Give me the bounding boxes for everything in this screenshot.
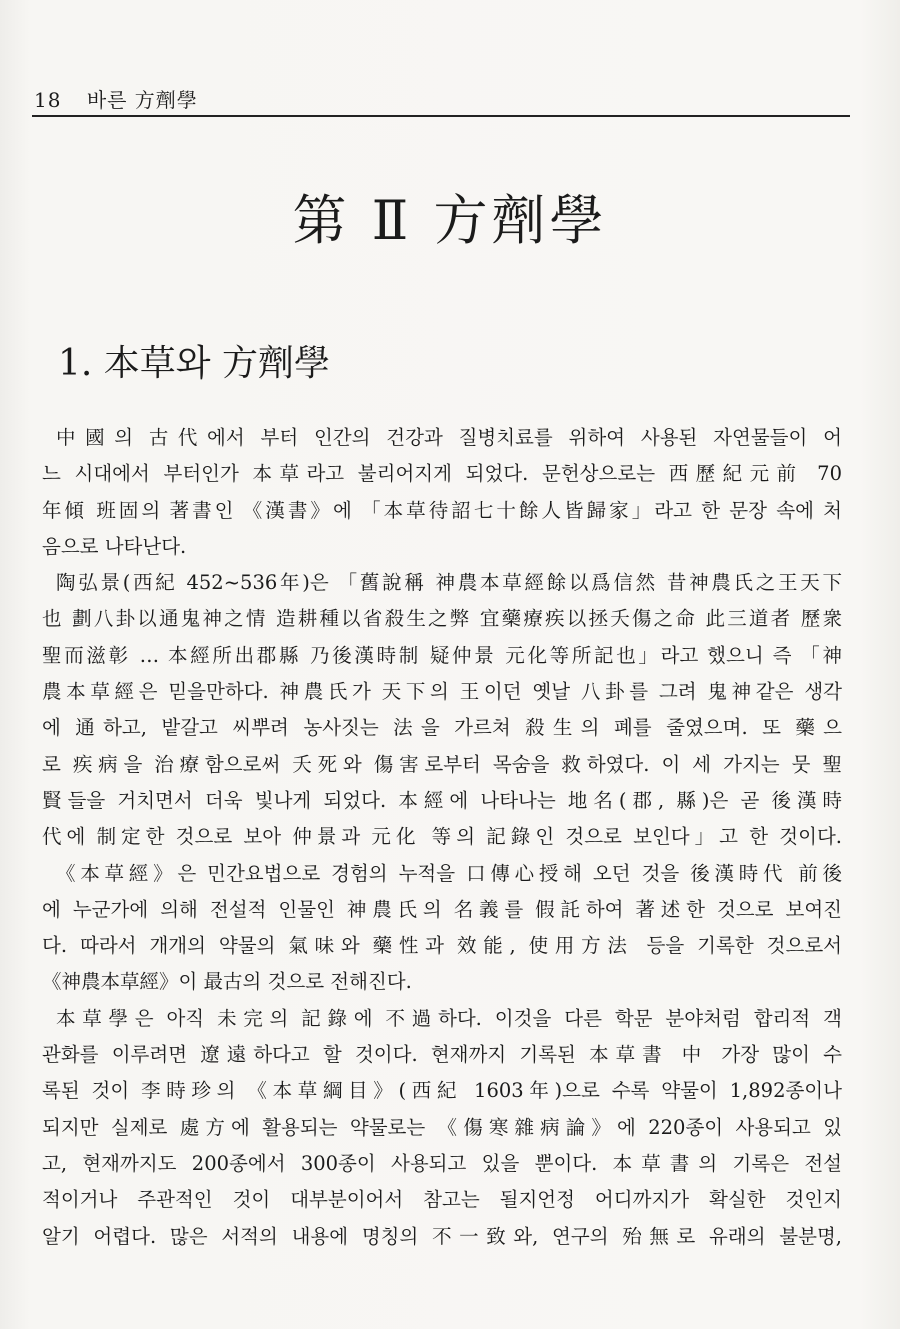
- running-header: [34, 84, 198, 113]
- text-line: 음으로 나타난다.: [42, 534, 187, 558]
- text-line: 느 시대에서 부터인가 本草라고 불리어지게 되었다. 문헌상으로는 西歷紀元前 70: [42, 462, 842, 486]
- text-line: 也 劃八卦以通鬼神之情 造耕種以省殺生之弊 宜藥療疾以拯夭傷之命 此三道者 歷衆: [42, 607, 842, 631]
- text-line: 《神農本草經》이 最古의 것으로 전해진다.: [42, 970, 412, 994]
- text-line: 年傾 班固의 著書인 《漢書》에 「本草待詔七十餘人皆歸家」라고 한 문장 속에 처: [42, 498, 842, 522]
- text-line: 적이거나 주관적인 것이 대부분이어서 참고는 될지언정 어디까지가 확실한 것인지: [42, 1188, 842, 1212]
- text-line: 代에 制定한 것으로 보아 仲景과 元化 等의 記錄인 것으로 보인다」고 한 것이다.: [42, 825, 842, 849]
- text-line: 관화를 이루려면 遼遠하다고 할 것이다. 현재까지 기록된 本草書 中 가장 많이 수: [42, 1043, 842, 1067]
- text-line: 알기 어렵다. 많은 서적의 내용에 명칭의 不一致와, 연구의 殆無로 유래의 불분명,: [42, 1224, 842, 1248]
- text-line: 록된 것이 李時珍의 《本草綱目》(西紀 1603年)으로 수록 약물이 1,892종이나: [42, 1079, 842, 1103]
- text-line: 다. 따라서 개개의 약물의 氣味와 藥性과 效能, 使用方法 등을 기록한 것으로서: [42, 934, 842, 958]
- chapter-title: 第 Ⅱ 方劑學: [292, 189, 608, 252]
- text-line: 에 通하고, 밭갈고 씨뿌려 농사짓는 法을 가르쳐 殺生의 폐를 줄였으며. 또 藥으: [42, 716, 842, 740]
- text-line: 《本草經》은 민간요법으로 경험의 누적을 口傳心授해 오던 것을 後漢時代 前後: [56, 861, 842, 885]
- text-line: 農本草經은 믿을만하다. 神農氏가 天下의 王이던 옛날 八卦를 그려 鬼神같은 생각: [42, 680, 842, 704]
- text-line: 中國의 古代에서 부터 인간의 건강과 질병치료를 위하여 사용된 자연물들이 어: [56, 426, 842, 449]
- text-line: 고, 현재까지도 200종에서 300종이 사용되고 있을 뿐이다. 本草書의 기록은 전설: [42, 1151, 842, 1175]
- running-header-title: 바른 方劑學: [86, 88, 198, 112]
- body-text: [42, 420, 842, 1255]
- text-line: 聖而滋彰 … 本經所出郡縣 乃後漢時制 疑仲景 元化等所記也」라고 했으니 즉 「神: [42, 643, 842, 667]
- header-rule: [32, 115, 850, 117]
- text-line: 本草學은 아직 未完의 記錄에 不過하다. 이것을 다른 학문 분야처럼 합리적 객: [56, 1006, 842, 1030]
- text-line: 陶弘景(西紀 452~536年)은 「舊說稱 神農本草經餘以爲信然 昔神農氏之王天下: [56, 571, 842, 595]
- page-number: 18: [34, 88, 62, 112]
- text-line: 에 누군가에 의해 전설적 인물인 神農氏의 名義를 假託하여 著述한 것으로 보여진: [42, 897, 842, 921]
- section-heading: 1. 本草와 方劑學: [58, 343, 331, 384]
- text-line: 되지만 실제로 處方에 활용되는 약물로는 《傷寒雜病論》에 220종이 사용되고 있: [42, 1115, 842, 1139]
- text-line: 로 疾病을 治療함으로써 夭死와 傷害로부터 목숨을 救하였다. 이 세 가지는 뭇 聖: [42, 752, 842, 776]
- text-line: 賢들을 거치면서 더욱 빛나게 되었다. 本經에 나타나는 地名(郡, 縣)은 곧 後漢時: [42, 788, 842, 812]
